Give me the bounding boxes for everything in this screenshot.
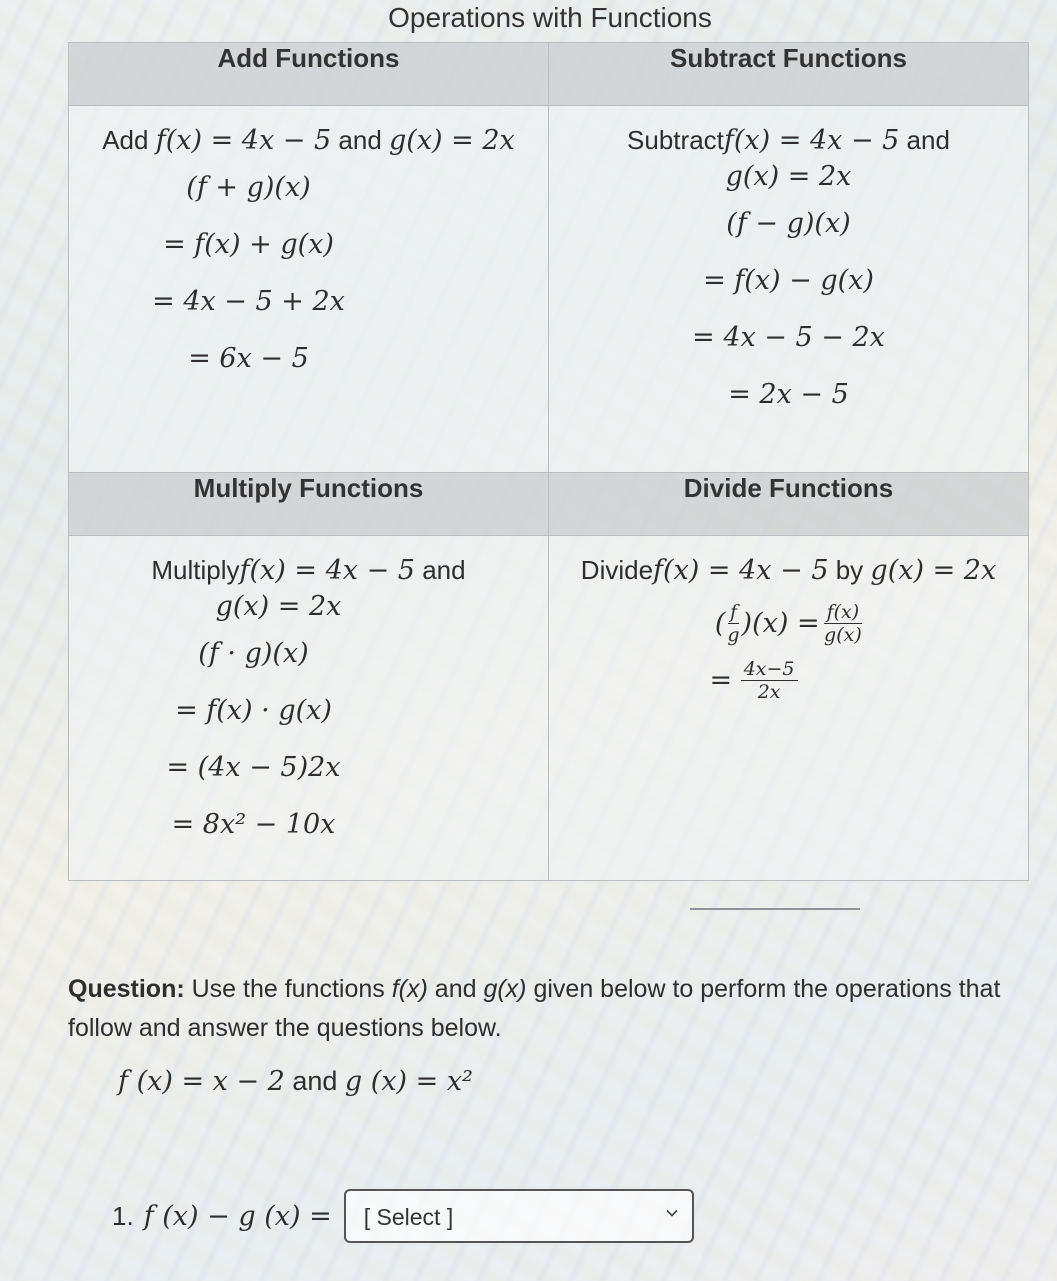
question-text: Question: Use the functions f(x) and g(x) given below to perform the operations that follow and answer the questions below.: [68, 975, 1001, 1042]
answer-select[interactable]: [344, 1189, 694, 1243]
multiply-functions-cell: [69, 536, 549, 881]
subtract-step: (f − g)(x): [726, 208, 851, 239]
add-step: = 6x − 5: [188, 343, 309, 374]
subtract-intro-g: g(x) = 2x: [725, 161, 852, 192]
subtract-functions-cell: [549, 106, 1029, 473]
subtract-intro: Subtractf(x) = 4x − 5 and: [627, 125, 950, 156]
operations-table: [68, 42, 1029, 881]
multiply-step: (f · g)(x): [198, 638, 309, 669]
divider: [690, 908, 860, 910]
multiply-intro: Multiplyf(x) = 4x − 5 and: [151, 555, 466, 586]
add-step: = f(x) + g(x): [163, 229, 334, 260]
chevron-down-icon: [666, 1207, 678, 1219]
item-number: 1.: [112, 1200, 134, 1231]
given-functions: f (x) = x − 2 and g (x) = x²: [118, 1066, 473, 1097]
divide-step-result: = $\frac{4x-5}{2x}$: [487, 658, 1020, 703]
subtract-step: = 4x − 5 − 2x: [692, 322, 885, 353]
select-placeholder: [ Select ]: [363, 1204, 454, 1230]
divide-intro: Dividef(x) = 4x − 5 by g(x) = 2x: [580, 555, 997, 586]
subtract-step: = 2x − 5: [728, 379, 849, 410]
page-title: Operations with Functions: [388, 2, 712, 33]
add-functions-cell: [69, 106, 549, 473]
add-step: = 4x − 5 + 2x: [152, 286, 345, 317]
multiply-intro-g: g(x) = 2x: [215, 591, 342, 622]
subtract-functions-header: Subtract Functions: [549, 43, 1029, 106]
multiply-step: = f(x) · g(x): [175, 695, 332, 726]
multiply-functions-header: Multiply Functions: [69, 473, 549, 536]
question-item-1: [112, 1188, 694, 1244]
divide-step-quotient: ( f g ) (x) = $\frac{f(x)}{g(x)}$: [714, 601, 862, 646]
multiply-step: = (4x − 5)2x: [166, 752, 341, 783]
divide-functions-header: Divide Functions: [549, 473, 1029, 536]
add-functions-header: Add Functions: [69, 43, 549, 106]
divide-functions-cell: [549, 536, 1029, 881]
subtract-step: = f(x) − g(x): [703, 265, 874, 296]
multiply-step: = 8x² − 10x: [171, 809, 336, 840]
add-intro: Add f(x) = 4x − 5 and g(x) = 2x: [102, 125, 515, 156]
item-expression: f (x) − g (x) =: [143, 1200, 332, 1232]
add-step: (f + g)(x): [186, 172, 311, 203]
